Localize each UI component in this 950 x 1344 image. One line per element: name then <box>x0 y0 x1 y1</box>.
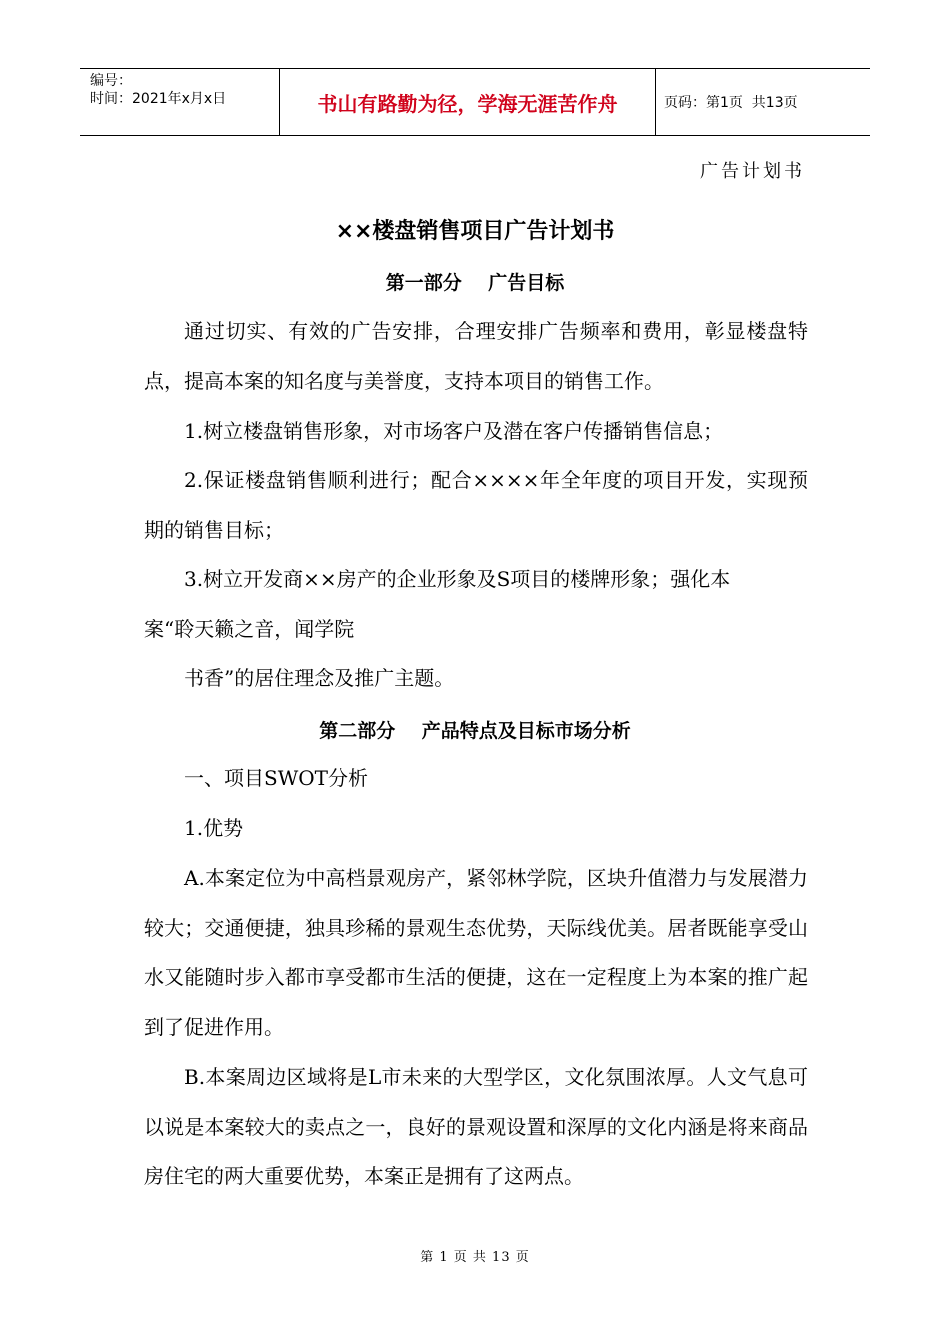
header-motto: 书山有路勤为径，学海无涯苦作舟 <box>280 69 656 135</box>
document-header <box>80 68 870 136</box>
section-heading-part2: 第二部分 产品特点及目标市场分析 <box>319 720 631 742</box>
running-title: 广告计划书 <box>700 161 805 182</box>
document-title: ××楼盘销售项目广告计划书 <box>335 219 615 244</box>
subheading-swot: 一、项目SWOT分析 <box>184 766 368 790</box>
number-label: 编号： <box>90 73 132 89</box>
list-item-1: 1.树立楼盘销售形象，对市场客户及潜在客户传播销售信息； <box>184 419 724 443</box>
page-footer: 第 1 页 共 13 页 <box>420 1250 530 1265</box>
date-line: 时间：2021年x月x日 <box>90 91 227 107</box>
list-item-3-line1: 3.树立开发商××房产的企业形象及S项目的楼牌形象；强化本 <box>184 567 731 591</box>
page-info-text: 页码：第1页 共13页 <box>664 95 798 111</box>
paragraph-b: B.本案周边区域将是L市未来的大型学区，文化氛围浓厚。人文气息可以说是本案较大的卖点之一，良好的景观设置和深厚的文化内涵是将来商品房住宅的两大重要优势，本案正是拥有了这两点。 <box>144 1065 808 1188</box>
header-meta <box>80 69 280 135</box>
section-heading-part1: 第一部分 广告目标 <box>385 272 565 294</box>
list-item-3-line2: 案“聆天籁之音，闻学院 <box>144 617 355 641</box>
list-item-3-line3: 书香”的居住理念及推广主题。 <box>184 666 455 690</box>
paragraph-a: A.本案定位为中高档景观房产，紧邻林学院，区块升值潜力与发展潜力较大；交通便捷，独具珍稀的景观生态优势，天际线优美。居者既能享受山水又能随时步入都市享受都市生活的便捷，这在一定程度上为本案的推广起到了促进作用。 <box>144 866 808 1039</box>
subheading-advantage: 1.优势 <box>184 816 244 840</box>
paragraph-intro: 通过切实、有效的广告安排，合理安排广告频率和费用，彰显楼盘特点，提高本案的知名度与美誉度，支持本项目的销售工作。 <box>144 319 808 393</box>
header-page-info <box>656 69 870 135</box>
list-item-2: 2.保证楼盘销售顺利进行；配合××××年全年度的项目开发，实现预期的销售目标； <box>144 468 808 542</box>
